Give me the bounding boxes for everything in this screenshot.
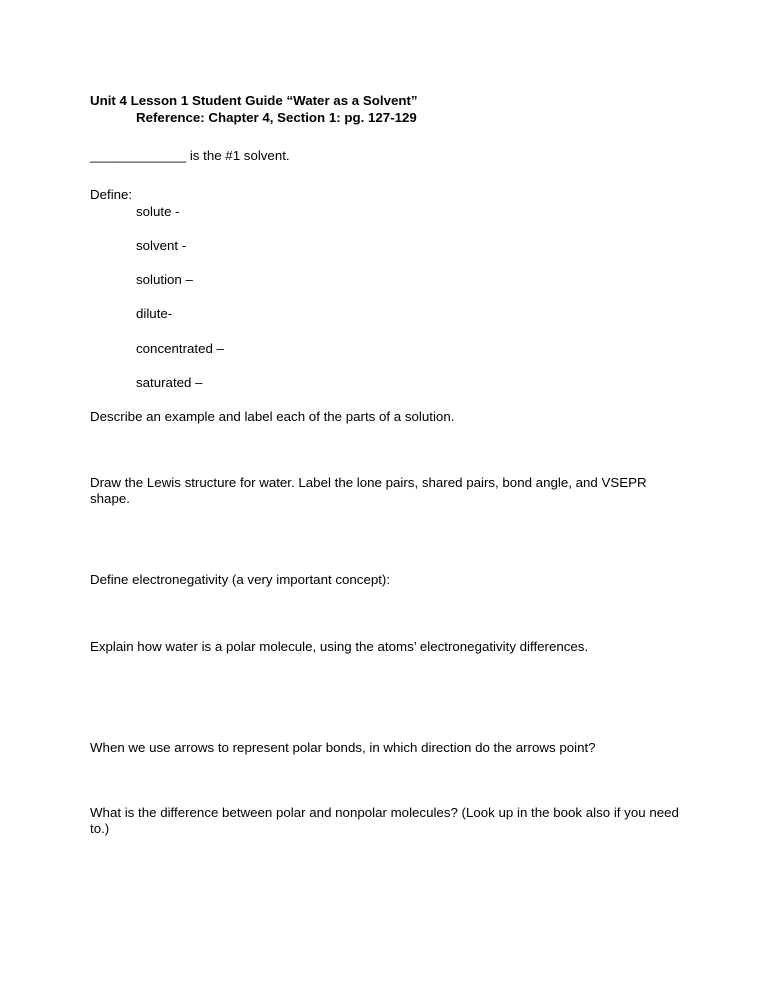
term-solution: solution – xyxy=(136,272,193,287)
question-polar-vs-nonpolar: What is the difference between polar and nonpolar molecules? (Look up in the book also if you need to.) xyxy=(90,805,679,836)
define-label: Define: xyxy=(90,187,133,202)
fill-in-blank-prompt: _____________ is the #1 solvent. xyxy=(90,148,290,163)
reference-line: Reference: Chapter 4, Section 1: pg. 127-129 xyxy=(136,110,417,125)
question-solution-example: Describe an example and label each of the parts of a solution. xyxy=(90,409,455,424)
question-arrow-direction: When we use arrows to represent polar bonds, in which direction do the arrows point? xyxy=(90,740,596,755)
term-solute: solute - xyxy=(136,204,180,219)
question-electronegativity: Define electronegativity (a very important concept): xyxy=(90,572,391,587)
term-saturated: saturated – xyxy=(136,375,203,390)
term-solvent: solvent - xyxy=(136,238,187,253)
worksheet-title: Unit 4 Lesson 1 Student Guide “Water as a Solvent” xyxy=(90,93,418,108)
term-dilute: dilute- xyxy=(136,306,173,321)
term-concentrated: concentrated – xyxy=(136,341,224,356)
question-polar-molecule: Explain how water is a polar molecule, using the atoms’ electronegativity differences. xyxy=(90,639,589,654)
question-lewis-structure: Draw the Lewis structure for water. Label the lone pairs, shared pairs, bond angle, and VSEPR shape. xyxy=(90,475,647,506)
